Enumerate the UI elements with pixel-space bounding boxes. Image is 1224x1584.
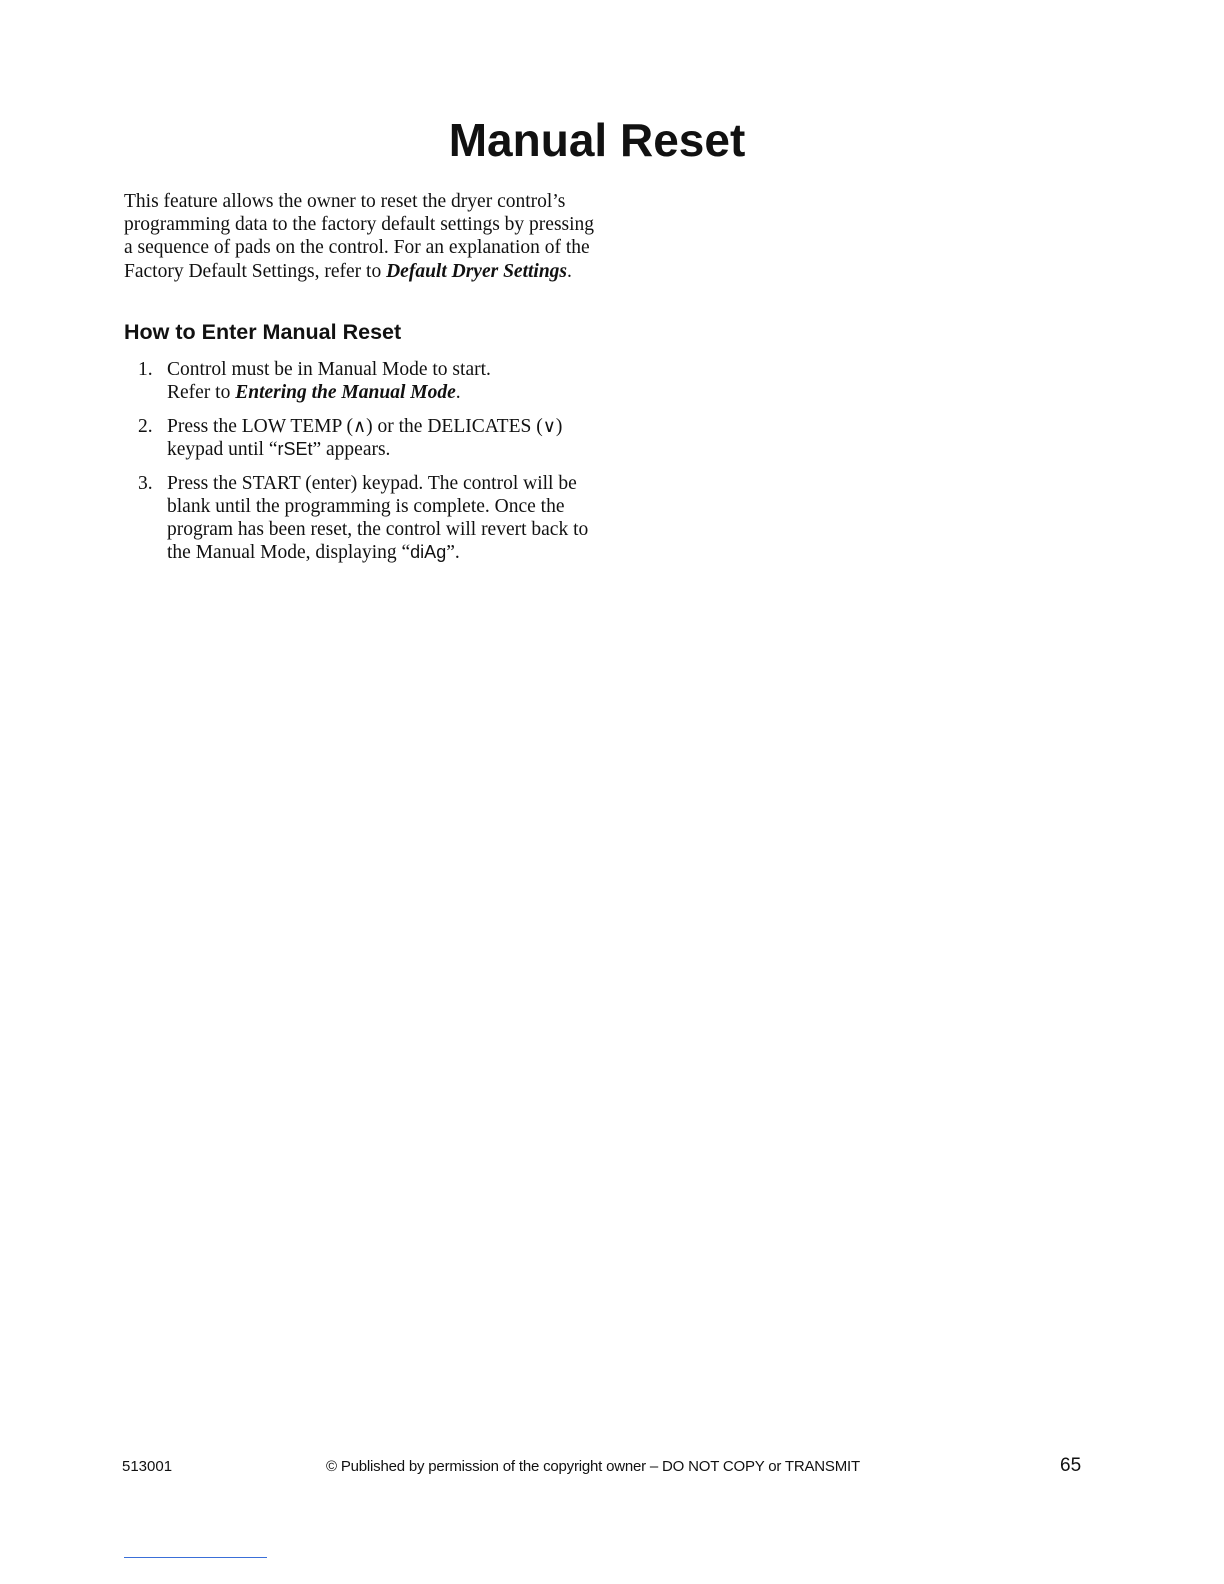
step-text: ” appears. [312,439,391,460]
step-number: 2. [138,416,153,437]
step-text: Press the START (enter) keypad. The control will be blank until the programming is complete. Once the program has been reset, the control will revert back to the Manual Mode, displaying “ [167,473,589,563]
step-text: Refer to [167,382,236,403]
intro-text-end: . [567,260,572,282]
entering-manual-mode-reference: Entering the Manual Mode [235,382,456,403]
step-text: . [455,382,461,403]
copyright-notice: © Published by permission of the copyright owner – DO NOT COPY or TRANSMIT [326,1458,860,1475]
step-number: 1. [138,359,153,380]
step-text: ) or the DELICATES ( [366,416,543,437]
page-title: Manual Reset [448,114,746,166]
display-code: diAg [410,542,447,562]
step-number: 3. [138,473,153,494]
intro-paragraph [124,190,604,283]
step-text: ) keypad until “ [167,416,563,460]
document-code: 513001 [122,1458,173,1475]
default-dryer-settings-reference: Default Dryer Settings [386,260,568,282]
step-3 [124,472,604,564]
up-arrow-icon: ∧ [352,416,367,436]
page-number: 65 [1060,1455,1082,1476]
section-heading: How to Enter Manual Reset [124,320,402,344]
down-arrow-icon: ∨ [542,416,556,436]
steps-list [124,358,604,575]
display-code: rSEt [277,439,313,459]
step-text: Press the LOW TEMP ( [167,416,353,437]
step-text: ”. [446,542,460,563]
step-text: Control must be in Manual Mode to start. [167,359,491,380]
intro-text: This feature allows the owner to reset the dryer control’s programming data to the factory default settings by pressing a sequence of pads on the control. For an explanation of the Factory Default Settings, refer to [124,191,595,282]
step-1 [124,358,604,404]
bottom-rule [124,1557,267,1558]
step-2 [124,415,604,461]
